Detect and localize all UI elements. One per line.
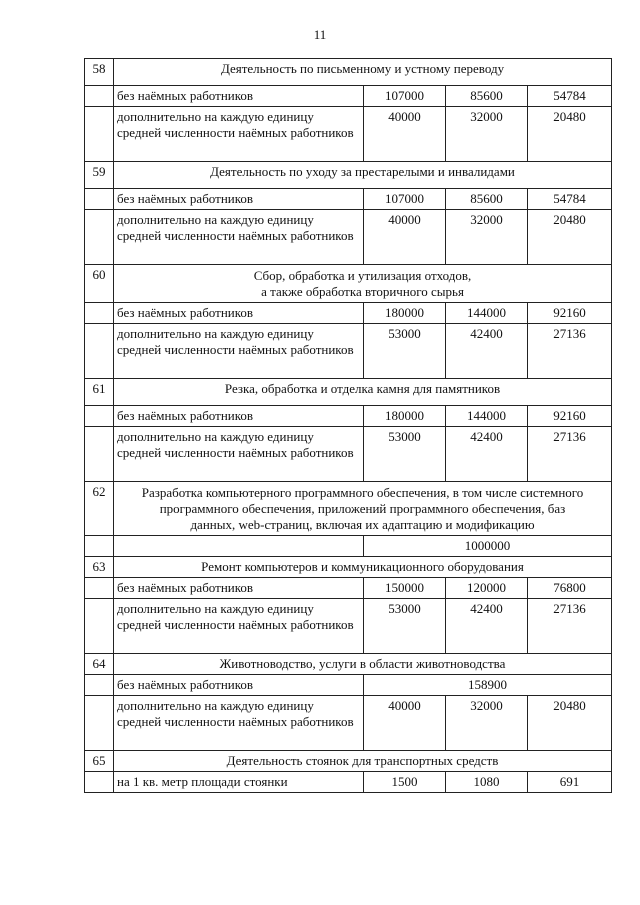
cell-value: 158900 (364, 675, 612, 696)
row-label: дополнительно на каждую единицу средней численности наёмных работников (114, 107, 364, 162)
cell-value: 144000 (446, 303, 528, 324)
row-label: без наёмных работников (114, 303, 364, 324)
section-number: 60 (85, 265, 114, 303)
section-65-header (85, 751, 612, 772)
cell-value: 42400 (446, 599, 528, 654)
cell-value: 20480 (528, 107, 612, 162)
row-label: без наёмных работников (114, 86, 364, 107)
cell-value: 20480 (528, 696, 612, 751)
table-row (85, 427, 612, 482)
table-row (85, 675, 612, 696)
cell-value: 180000 (364, 406, 446, 427)
cell-value: 27136 (528, 599, 612, 654)
section-title-line: а также обработка вторичного сырья (261, 284, 464, 299)
table-row (85, 86, 612, 107)
section-63-header (85, 557, 612, 578)
section-title: Деятельность стоянок для транспортных средств (114, 751, 612, 772)
cell-value: 92160 (528, 303, 612, 324)
cell-value: 32000 (446, 107, 528, 162)
section-64-header (85, 654, 612, 675)
section-title-line: Сбор, обработка и утилизация отходов, (253, 268, 472, 283)
row-label: без наёмных работников (114, 189, 364, 210)
cell-value: 27136 (528, 324, 612, 379)
table-row (85, 210, 612, 265)
row-label: дополнительно на каждую единицу средней численности наёмных работников (114, 599, 364, 654)
section-60-header (85, 265, 612, 303)
section-title (114, 265, 612, 303)
cell-value: 691 (528, 772, 612, 793)
cell-value: 85600 (446, 189, 528, 210)
row-label: на 1 кв. метр площади стоянки (114, 772, 364, 793)
section-number: 65 (85, 751, 114, 772)
row-label: без наёмных работников (114, 578, 364, 599)
cell-value: 54784 (528, 86, 612, 107)
tariff-table (84, 58, 612, 793)
table-row (85, 772, 612, 793)
section-62-header (85, 482, 612, 536)
cell-value: 20480 (528, 210, 612, 265)
row-label: без наёмных работников (114, 675, 364, 696)
cell-value: 40000 (364, 210, 446, 265)
cell-value: 53000 (364, 427, 446, 482)
cell-value: 32000 (446, 696, 528, 751)
cell-value: 1500 (364, 772, 446, 793)
section-61-header (85, 379, 612, 406)
cell-value: 120000 (446, 578, 528, 599)
cell-value: 32000 (446, 210, 528, 265)
cell-value: 42400 (446, 324, 528, 379)
cell-value: 1000000 (364, 536, 612, 557)
page-number: 11 (313, 27, 327, 42)
section-title: Деятельность по уходу за престарелыми и инвалидами (114, 162, 612, 189)
row-label: дополнительно на каждую единицу средней численности наёмных работников (114, 324, 364, 379)
section-number: 59 (85, 162, 114, 189)
section-title: Животноводство, услуги в области животноводства (114, 654, 612, 675)
row-label: без наёмных работников (114, 406, 364, 427)
section-title: Разработка компьютерного программного обеспечения, в том числе системного программного обеспечения, приложений программного обеспечения, баз данных, web-страниц, включая их адаптацию и модификацию (114, 482, 612, 536)
table-row (85, 599, 612, 654)
cell-value: 85600 (446, 86, 528, 107)
cell-value: 40000 (364, 107, 446, 162)
section-number: 64 (85, 654, 114, 675)
section-number: 61 (85, 379, 114, 406)
row-label: дополнительно на каждую единицу средней численности наёмных работников (114, 696, 364, 751)
cell-value: 180000 (364, 303, 446, 324)
section-number: 58 (85, 59, 114, 86)
cell-value: 54784 (528, 189, 612, 210)
table-row (85, 324, 612, 379)
section-title: Резка, обработка и отделка камня для памятников (114, 379, 612, 406)
row-label: дополнительно на каждую единицу средней численности наёмных работников (114, 427, 364, 482)
section-number: 63 (85, 557, 114, 578)
table-row (85, 696, 612, 751)
table-row (85, 536, 612, 557)
cell-value: 42400 (446, 427, 528, 482)
table-row (85, 406, 612, 427)
table-row (85, 578, 612, 599)
table-row (85, 107, 612, 162)
cell-value: 53000 (364, 324, 446, 379)
cell-value: 107000 (364, 189, 446, 210)
cell-value: 92160 (528, 406, 612, 427)
cell-value: 150000 (364, 578, 446, 599)
cell-value: 40000 (364, 696, 446, 751)
section-title: Ремонт компьютеров и коммуникационного оборудования (114, 557, 612, 578)
cell-value: 107000 (364, 86, 446, 107)
cell-value: 1080 (446, 772, 528, 793)
table-row (85, 189, 612, 210)
section-title: Деятельность по письменному и устному переводу (114, 59, 612, 86)
cell-value: 76800 (528, 578, 612, 599)
row-label: дополнительно на каждую единицу средней численности наёмных работников (114, 210, 364, 265)
cell-value: 27136 (528, 427, 612, 482)
section-58-header (85, 59, 612, 86)
section-number: 62 (85, 482, 114, 536)
cell-value: 53000 (364, 599, 446, 654)
section-59-header (85, 162, 612, 189)
cell-value: 144000 (446, 406, 528, 427)
table-row (85, 303, 612, 324)
